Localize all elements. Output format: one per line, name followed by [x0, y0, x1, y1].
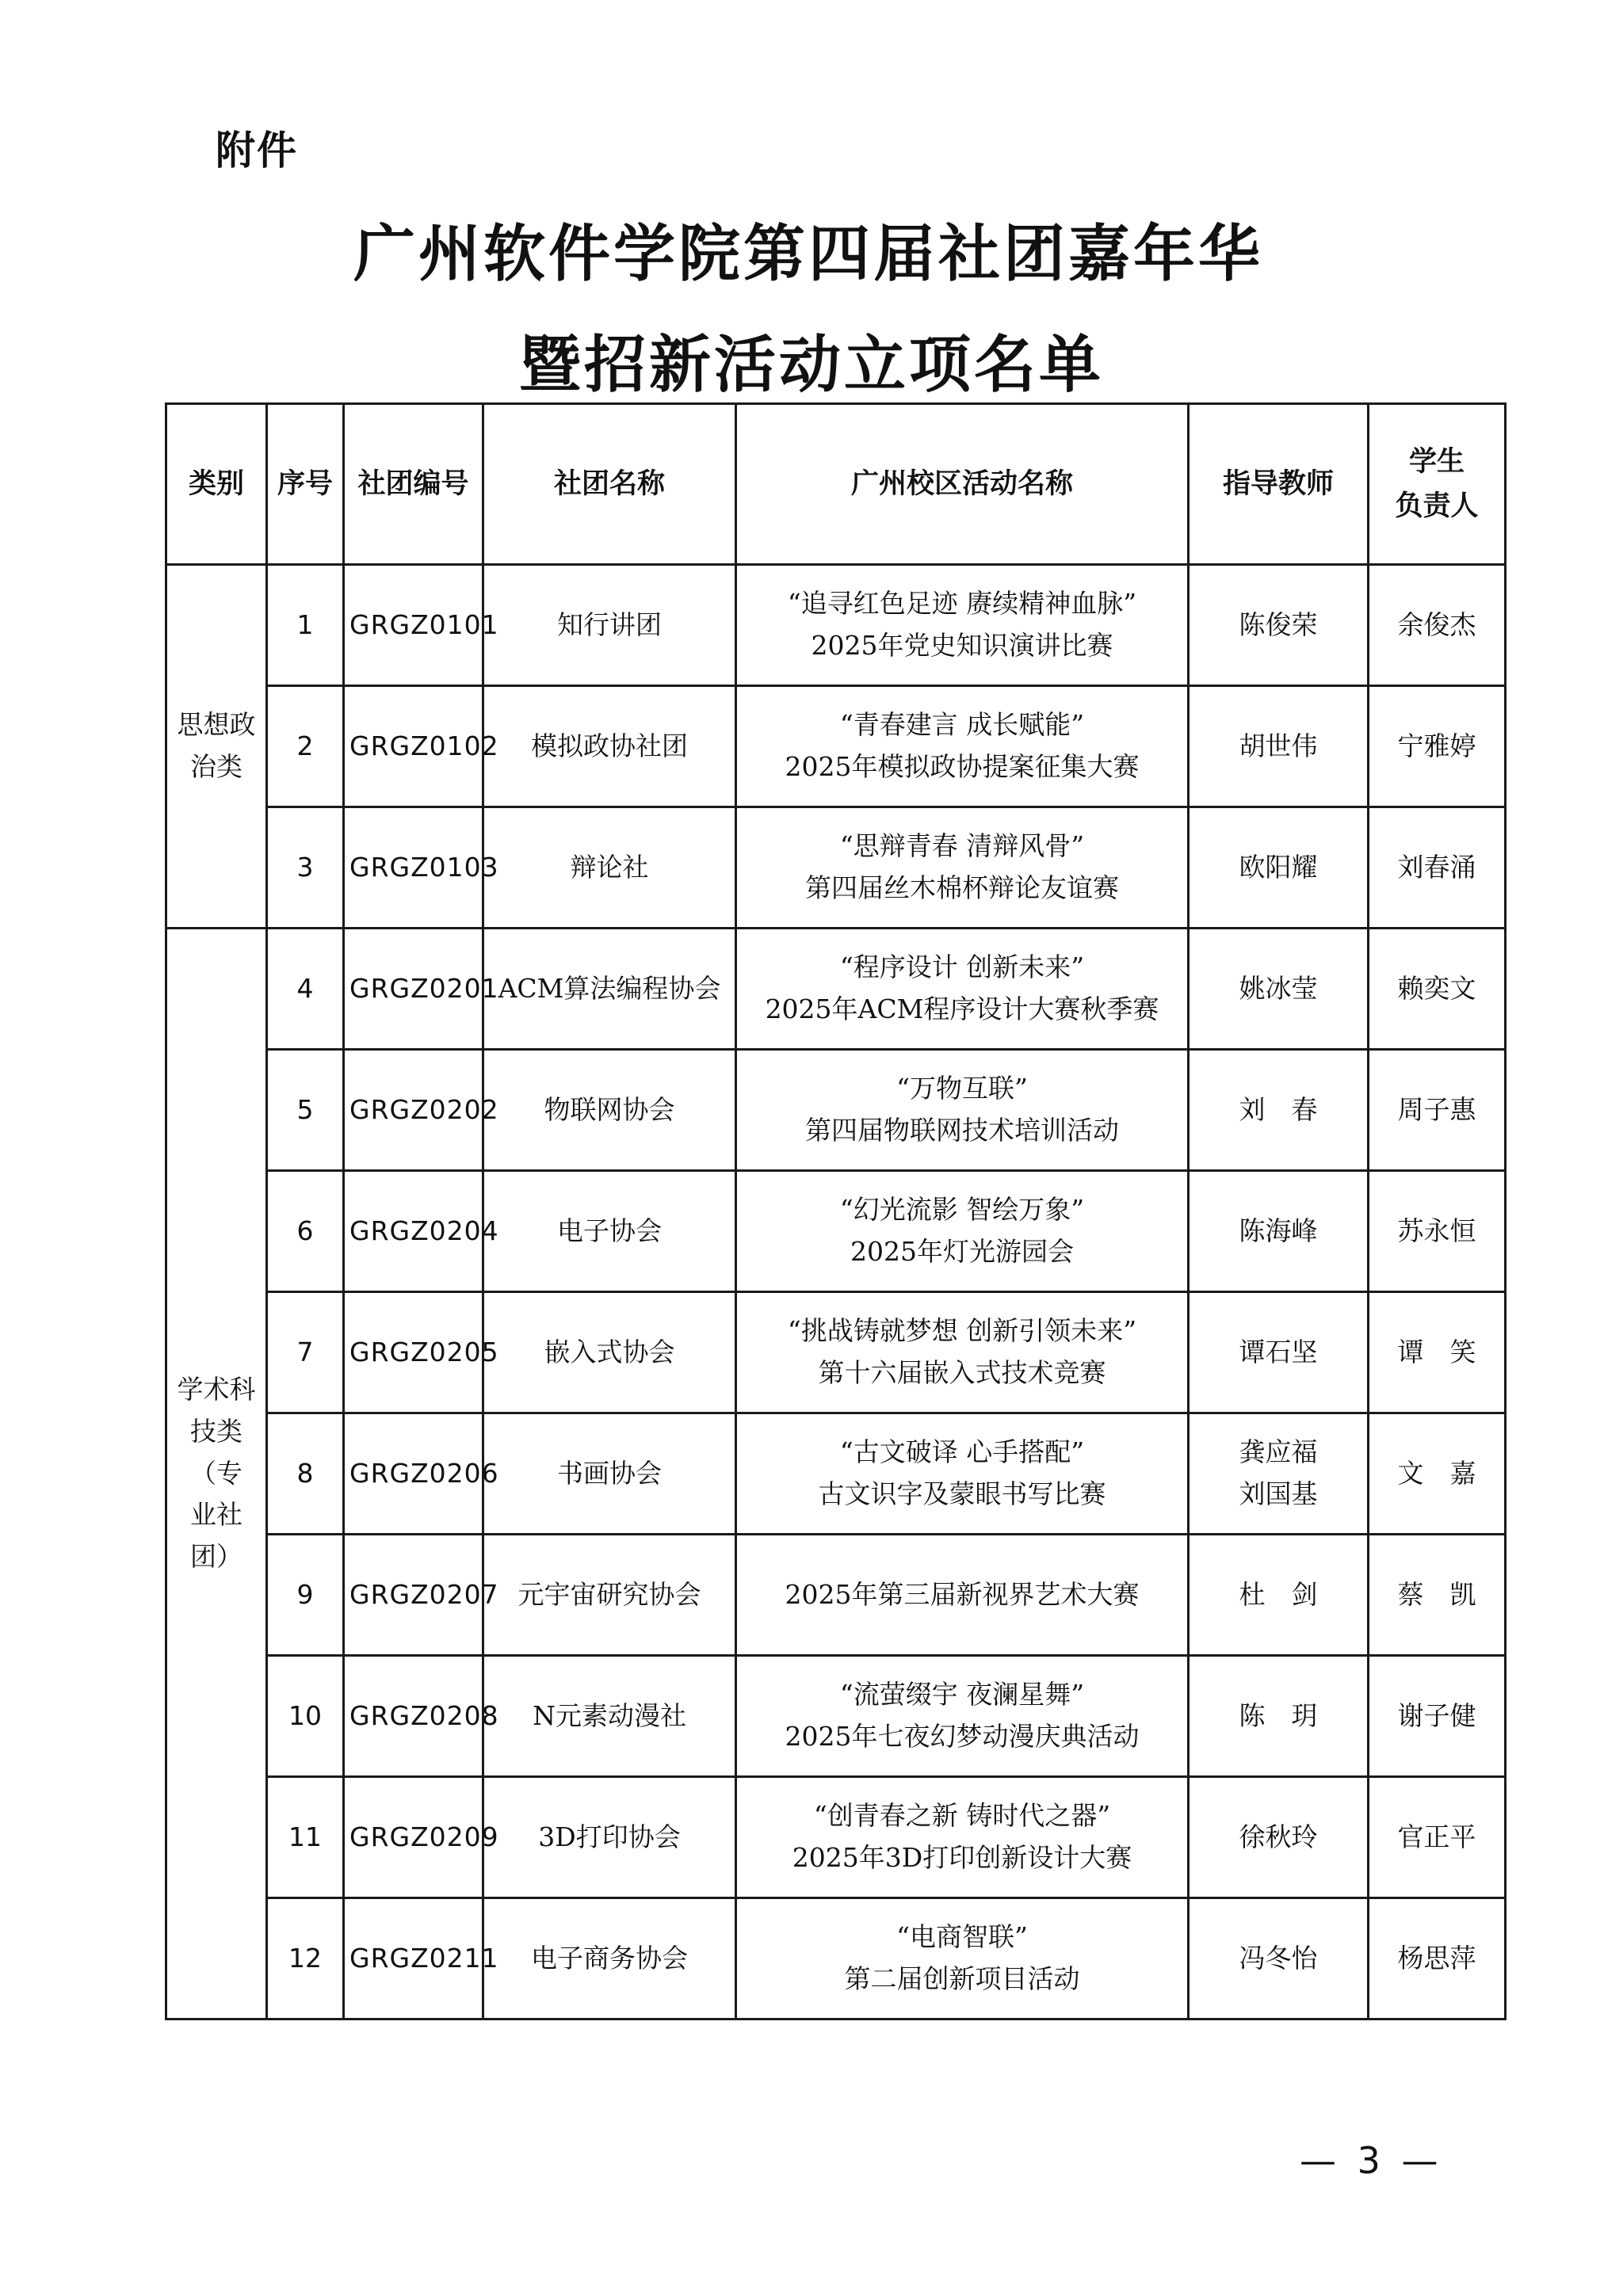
teacher-cell: 姚冰莹: [1189, 929, 1369, 1050]
leader-cell: 宁雅婷: [1369, 686, 1506, 807]
leader-cell: 刘春涌: [1369, 807, 1506, 929]
roster-body: [166, 565, 1506, 2019]
teacher-cell: 杜 剑: [1189, 1535, 1369, 1656]
activity-cell: [736, 1898, 1189, 2019]
table-row: [166, 1413, 1506, 1535]
activity-cell: [736, 1292, 1189, 1413]
table-row: [166, 1171, 1506, 1292]
teacher-cell: [1189, 1413, 1369, 1535]
activity-cell: [736, 1171, 1189, 1292]
category-name-line: 技类（专: [190, 1415, 242, 1489]
table-row: [166, 686, 1506, 807]
header-leader-line-1: 学生: [1408, 445, 1465, 478]
table-row: [166, 929, 1506, 1050]
teacher-cell: 胡世伟: [1189, 686, 1369, 807]
teacher-cell: 欧阳耀: [1189, 807, 1369, 929]
teacher-cell: 陈海峰: [1189, 1171, 1369, 1292]
activity-cell: [736, 686, 1189, 807]
header-leader-line-2: 负责人: [1395, 490, 1479, 522]
club-code-cell: GRGZ0103: [344, 807, 483, 929]
club-name-cell: 元宇宙研究协会: [483, 1535, 736, 1656]
leader-cell: 谢子健: [1369, 1656, 1506, 1777]
club-code-cell: GRGZ0205: [344, 1292, 483, 1413]
club-code-cell: GRGZ0211: [344, 1898, 483, 2019]
activity-line-1: “程序设计 创新未来”: [839, 952, 1085, 983]
activity-cell: [736, 1777, 1189, 1898]
teacher-cell: 陈 玥: [1189, 1656, 1369, 1777]
table-row: [166, 1656, 1506, 1777]
club-name-cell: 电子商务协会: [483, 1898, 736, 2019]
club-name-cell: 书画协会: [483, 1413, 736, 1535]
club-name-cell: 嵌入式协会: [483, 1292, 736, 1413]
document-title-line-1: 广州软件学院第四届社团嘉年华: [353, 218, 1263, 290]
header-category: 类别: [166, 404, 267, 565]
table-header-row: [166, 404, 1506, 565]
teacher-name-2: 刘国基: [1239, 1478, 1318, 1509]
activity-cell: [736, 565, 1189, 686]
club-code-cell: GRGZ0102: [344, 686, 483, 807]
teacher-cell: 陈俊荣: [1189, 565, 1369, 686]
club-name-cell: 辩论社: [483, 807, 736, 929]
activity-line-1: “追寻红色足迹 赓续精神血脉”: [787, 588, 1137, 620]
seq-cell: 5: [267, 1050, 344, 1171]
activity-line-1: “创青春之新 铸时代之器”: [813, 1800, 1111, 1832]
seq-cell: 4: [267, 929, 344, 1050]
club-code-cell: GRGZ0202: [344, 1050, 483, 1171]
attachment-label: 附件: [216, 127, 298, 174]
leader-cell: 苏永恒: [1369, 1171, 1506, 1292]
activity-line-1: “古文破译 心手搭配”: [839, 1436, 1085, 1468]
category-name-line: 思想政: [177, 709, 256, 741]
activity-line-2: 2025年七夜幻梦动漫庆典活动: [785, 1721, 1140, 1752]
seq-cell: 12: [267, 1898, 344, 2019]
table-row: [166, 807, 1506, 929]
club-code-cell: GRGZ0207: [344, 1535, 483, 1656]
table-row: [166, 1535, 1506, 1656]
activity-line-2: 古文识字及蒙眼书写比赛: [818, 1478, 1106, 1509]
activity-line-1: “流萤缀宇 夜澜星舞”: [839, 1679, 1085, 1711]
activity-line-1: “青春建言 成长赋能”: [839, 709, 1085, 741]
seq-cell: 9: [267, 1535, 344, 1656]
leader-cell: 杨思萍: [1369, 1898, 1506, 2019]
teacher-cell: 冯冬怡: [1189, 1898, 1369, 2019]
seq-cell: 2: [267, 686, 344, 807]
leader-cell: 余俊杰: [1369, 565, 1506, 686]
header-seq: 序号: [267, 404, 344, 565]
table-row: [166, 565, 1506, 686]
club-name-cell: N元素动漫社: [483, 1656, 736, 1777]
club-code-cell: GRGZ0201: [344, 929, 483, 1050]
header-club-name: 社团名称: [483, 404, 736, 565]
teacher-name-1: 龚应福: [1239, 1436, 1318, 1468]
seq-cell: 1: [267, 565, 344, 686]
table-row: [166, 1050, 1506, 1171]
header-activity: 广州校区活动名称: [736, 404, 1189, 565]
club-code-cell: GRGZ0209: [344, 1777, 483, 1898]
activity-line-2: 2025年3D打印创新设计大赛: [792, 1842, 1132, 1873]
leader-cell: 赖奕文: [1369, 929, 1506, 1050]
leader-cell: 谭 笑: [1369, 1292, 1506, 1413]
club-code-cell: GRGZ0206: [344, 1413, 483, 1535]
activity-line-1: 2025年第三届新视界艺术大赛: [785, 1578, 1140, 1610]
activity-line-1: “挑战铸就梦想 创新引领未来”: [787, 1315, 1137, 1347]
seq-cell: 8: [267, 1413, 344, 1535]
club-name-cell: 知行讲团: [483, 565, 736, 686]
activity-cell: [736, 1413, 1189, 1535]
header-student-leader: [1369, 404, 1506, 565]
club-code-cell: GRGZ0208: [344, 1656, 483, 1777]
category-cell-ideology: [166, 565, 267, 929]
header-club-code: 社团编号: [344, 404, 483, 565]
activity-cell: [736, 1050, 1189, 1171]
club-code-cell: GRGZ0101: [344, 565, 483, 686]
leader-cell: 官正平: [1369, 1777, 1506, 1898]
seq-cell: 6: [267, 1171, 344, 1292]
activity-line-1: “思辩青春 清辩风骨”: [839, 830, 1085, 862]
seq-cell: 7: [267, 1292, 344, 1413]
teacher-cell: 徐秋玲: [1189, 1777, 1369, 1898]
activity-line-2: 2025年模拟政协提案征集大赛: [785, 751, 1140, 782]
activity-line-2: 第十六届嵌入式技术竞赛: [818, 1357, 1106, 1388]
table-row: [166, 1898, 1506, 2019]
activity-cell: [736, 929, 1189, 1050]
leader-cell: 文 嘉: [1369, 1413, 1506, 1535]
category-cell-academic-tech: [166, 929, 267, 2019]
club-code-cell: GRGZ0204: [344, 1171, 483, 1292]
club-name-cell: 3D打印协会: [483, 1777, 736, 1898]
category-name-line: 治类: [190, 751, 242, 782]
activity-cell: [736, 1656, 1189, 1777]
category-name-line: 学术科: [177, 1374, 256, 1405]
table-row: [166, 1292, 1506, 1413]
seq-cell: 3: [267, 807, 344, 929]
activity-line-2: 2025年灯光游园会: [850, 1236, 1074, 1267]
club-name-cell: 模拟政协社团: [483, 686, 736, 807]
header-teacher: 指导教师: [1189, 404, 1369, 565]
activity-line-2: 第四届物联网技术培训活动: [805, 1115, 1119, 1146]
activity-line-1: “幻光流影 智绘万象”: [839, 1194, 1085, 1226]
activity-line-2: 第二届创新项目活动: [844, 1963, 1080, 1994]
category-name-line: 业社团）: [190, 1499, 242, 1573]
project-roster-table: [165, 402, 1507, 2020]
activity-line-1: “电商智联”: [896, 1921, 1028, 1953]
table-row: [166, 1777, 1506, 1898]
activity-cell: [736, 807, 1189, 929]
teacher-cell: 谭石坚: [1189, 1292, 1369, 1413]
activity-line-2: 2025年党史知识演讲比赛: [811, 630, 1113, 661]
page-number: — 3 —: [1300, 2139, 1443, 2182]
seq-cell: 11: [267, 1777, 344, 1898]
leader-cell: 周子惠: [1369, 1050, 1506, 1171]
club-name-cell: 电子协会: [483, 1171, 736, 1292]
leader-cell: 蔡 凯: [1369, 1535, 1506, 1656]
activity-cell: [736, 1535, 1189, 1656]
activity-line-2: 2025年ACM程序设计大赛秋季赛: [765, 994, 1159, 1024]
document-title-line-2: 暨招新活动立项名单: [518, 329, 1104, 401]
activity-line-2: 第四届丝木棉杯辩论友谊赛: [805, 872, 1119, 903]
club-name-cell: ACM算法编程协会: [483, 929, 736, 1050]
teacher-cell: 刘 春: [1189, 1050, 1369, 1171]
activity-line-1: “万物互联”: [896, 1073, 1028, 1104]
club-name-cell: 物联网协会: [483, 1050, 736, 1171]
seq-cell: 10: [267, 1656, 344, 1777]
